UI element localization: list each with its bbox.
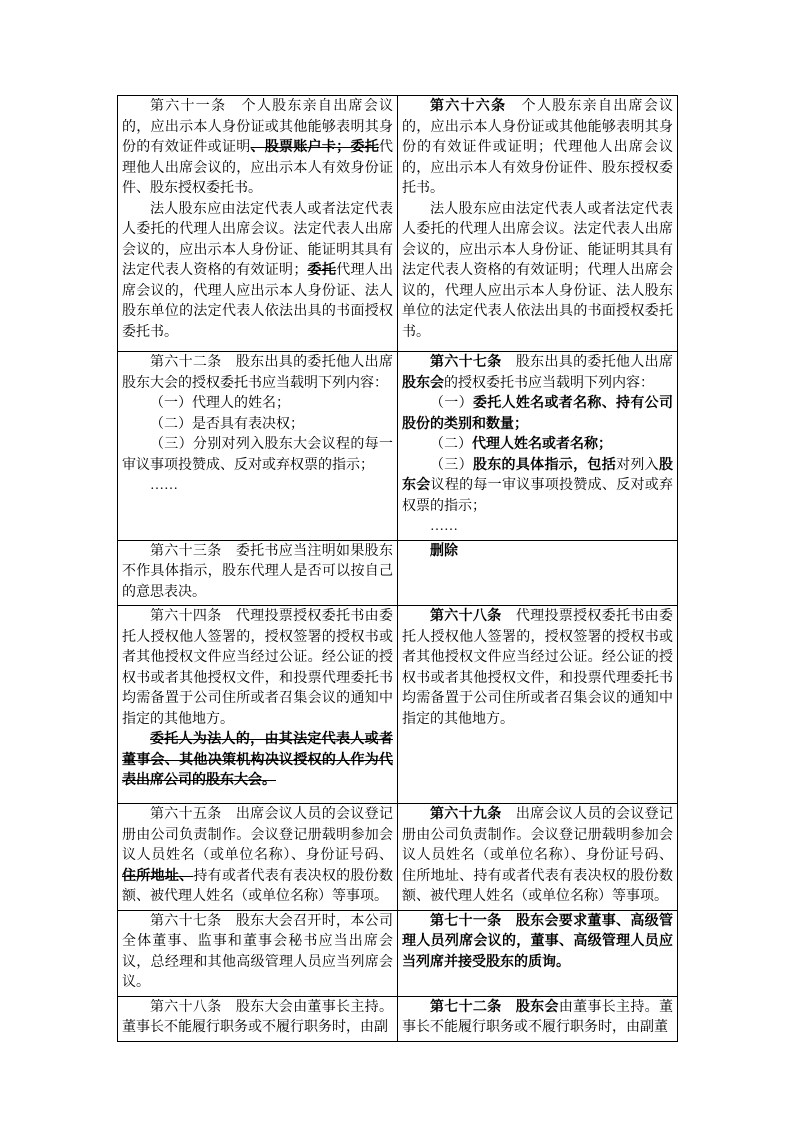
table-row xyxy=(118,96,678,352)
paragraph xyxy=(402,97,673,200)
new-article-cell xyxy=(398,996,678,1041)
text-run: 委托 xyxy=(307,263,337,278)
text-run: 对列入 xyxy=(616,457,659,473)
paragraph xyxy=(122,607,393,730)
paragraph xyxy=(402,998,673,1039)
text-run: 议程的每一审议事项投赞成、反对或弃权票的指示； xyxy=(402,478,674,514)
text-run: 股东出具的委托他人出席 xyxy=(501,355,673,370)
paragraph xyxy=(402,912,673,974)
text-run: 第七十一条 股东会要求董事、高级管理人员列席会议的，董事、高级管理人员应当列席并接受股东的质询。 xyxy=(402,913,673,970)
paragraph xyxy=(402,805,673,908)
comparison-table-body xyxy=(118,96,678,1042)
text-run: 个人股东亲自出席会议的，应出示本人身份证或其他能够表明其身份的有效证件或证明；代理他人出席会议的，应出示本人有效身份证件、股东授权委托书。 xyxy=(402,99,674,196)
table-row xyxy=(118,910,678,996)
paragraph xyxy=(122,200,393,344)
paragraph xyxy=(402,517,673,538)
paragraph xyxy=(402,435,673,456)
text-run: 第六十二条 股东出具的委托他人出席股东大会的授权委托书应当载明下列内容： xyxy=(122,355,393,391)
text-run: …… xyxy=(430,519,458,534)
paragraph xyxy=(122,542,393,604)
paragraph xyxy=(122,97,393,200)
table-row xyxy=(118,804,678,911)
text-run: 第六十四条 代理投票授权委托书由委托人授权他人签署的，授权签署的授权书或者其他授权文件应当经过公证。经公证的授权书或者其他授权文件，和投票代理委托书均需备置于公司住所或者召集会议的通知中指定的其他地方。 xyxy=(122,609,393,727)
text-run: （一）代理人的姓名； xyxy=(150,396,290,411)
text-run: 委托人姓名或者名称、持有公司股份的类别和数量； xyxy=(402,396,673,432)
text-run: 第六十一条 个人股东亲自出席会议的，应出示本人身份证或其他能够表明其身份的有效证件或证明 xyxy=(122,99,393,155)
table-row xyxy=(118,540,678,606)
paragraph xyxy=(402,607,673,730)
old-article-cell xyxy=(118,352,398,541)
paragraph xyxy=(402,542,673,563)
new-article-cell xyxy=(398,96,678,352)
paragraph xyxy=(122,730,393,792)
text-run: 删除 xyxy=(430,543,458,559)
text-run: （三）分别对列入股东大会议程的每一审议事项投赞成、反对或弃权票的指示； xyxy=(122,437,393,473)
table-row xyxy=(118,352,678,541)
text-run: 第六十七条 xyxy=(430,355,502,370)
text-run: 出席会议人员的会议登记册由公司负责制作。会议登记册载明参加会议人员姓名（或单位名称）、身份证号码、住所地址、持有或者代表有表决权的股份数额、被代理人姓名（或单位名称）等事项。 xyxy=(402,807,673,904)
text-run: 由董事长主持。董事长不能履行职务或不履行职务时，由副董 xyxy=(402,999,673,1035)
comparison-table xyxy=(117,95,678,1042)
paragraph xyxy=(122,805,393,908)
text-run: 第六十三条 委托书应当注明如果股东不作具体指示，股东代理人是否可以按自己的意思表决。 xyxy=(122,543,393,600)
paragraph xyxy=(402,394,673,435)
new-article-cell xyxy=(398,910,678,996)
text-run: 第六十七条 股东大会召开时，本公司全体董事、监事和董事会秘书应当出席会议，总经理和其他高级管理人员应当列席会议。 xyxy=(122,913,393,990)
table-row xyxy=(118,996,678,1041)
text-run: 法人股东应由法定代表人或者法定代表人委托的代理人出席会议。法定代表人出席会议的，应出示本人身份证、能证明其具有法定代表人资格的有效证明；代理人出席会议的，代理人应出示本人身份证、法人股东单位的法定代表人依法出具的书面授权委托书。 xyxy=(402,201,673,340)
new-article-cell xyxy=(398,606,678,804)
text-run: 第六十五条 出席会议人员的会议登记册由公司负责制作。会议登记册载明参加会议人员姓名（或单位名称）、身份证号码、 xyxy=(122,807,393,863)
new-article-cell xyxy=(398,804,678,911)
text-run: 第六十八条 股东大会由董事长主持。董事长不能履行职务或不履行职务时，由副 xyxy=(122,999,393,1035)
old-article-cell xyxy=(118,996,398,1041)
text-run: 第六十八条 xyxy=(430,609,502,624)
text-run: （二） xyxy=(430,437,472,452)
new-article-cell xyxy=(398,540,678,606)
old-article-cell xyxy=(118,606,398,804)
text-run: 代理人出席会议的，代理人应出示本人身份证、法人股东单位的法定代表人依法出具的书面授权委托书。 xyxy=(122,263,394,340)
paragraph xyxy=(402,353,673,394)
text-run: 代理人姓名或者名称； xyxy=(472,437,612,452)
paragraph xyxy=(122,912,393,994)
paragraph xyxy=(122,353,393,394)
text-run: 第七十二条 股东会 xyxy=(430,999,559,1015)
text-run: 法人股东应由法定代表人或者法定代表人委托的代理人出席会议。法定代表人出席会议的，应出示本人身份证、能证明其具有法定代表人资格的有效证明； xyxy=(122,201,393,278)
text-run: 第六十六条 xyxy=(430,99,507,114)
table-row xyxy=(118,606,678,804)
text-run: 股东会 xyxy=(402,375,444,391)
old-article-cell xyxy=(118,540,398,606)
new-article-cell xyxy=(398,352,678,541)
old-article-cell xyxy=(118,910,398,996)
paragraph xyxy=(122,415,393,436)
paragraph xyxy=(122,394,393,415)
text-run: 持有或者代表有表决权的股份数额、被代理人姓名（或单位名称）等事项。 xyxy=(122,868,394,904)
paragraph xyxy=(122,476,393,497)
text-run: （三） xyxy=(430,457,473,473)
paragraph xyxy=(122,998,393,1039)
text-run: 股东会 xyxy=(402,457,673,493)
text-run: 第六十九条 xyxy=(430,807,502,822)
text-run: 住所地址、 xyxy=(122,868,194,884)
text-run: （二）是否具有表决权； xyxy=(150,416,304,432)
text-run: …… xyxy=(150,478,178,493)
text-run: 代理他人出席会议的，应出示本人有效身份证件、股东授权委托书。 xyxy=(122,140,393,196)
text-run: 股东的具体指示，包括 xyxy=(472,457,617,473)
text-run: （一） xyxy=(430,396,473,411)
old-article-cell xyxy=(118,804,398,911)
text-run: 、股票账户卡；委托 xyxy=(250,140,379,155)
old-article-cell xyxy=(118,96,398,352)
paragraph xyxy=(122,435,393,476)
text-run: 委托人为法人的，由其法定代表人或者董事会、其他决策机构决议授权的人作为代表出席公司的股东大会。 xyxy=(122,732,393,788)
text-run: 代理投票授权委托书由委托人授权他人签署的，授权签署的授权书或者其他授权文件应当经过公证。经公证的授权书或者其他授权文件，和投票代理委托书均需备置于公司住所或者召集会议的通知中指定的其他地方。 xyxy=(402,609,673,727)
text-run: 的授权委托书应当载明下列内容： xyxy=(444,375,654,391)
paragraph xyxy=(402,456,673,518)
paragraph xyxy=(402,200,673,344)
